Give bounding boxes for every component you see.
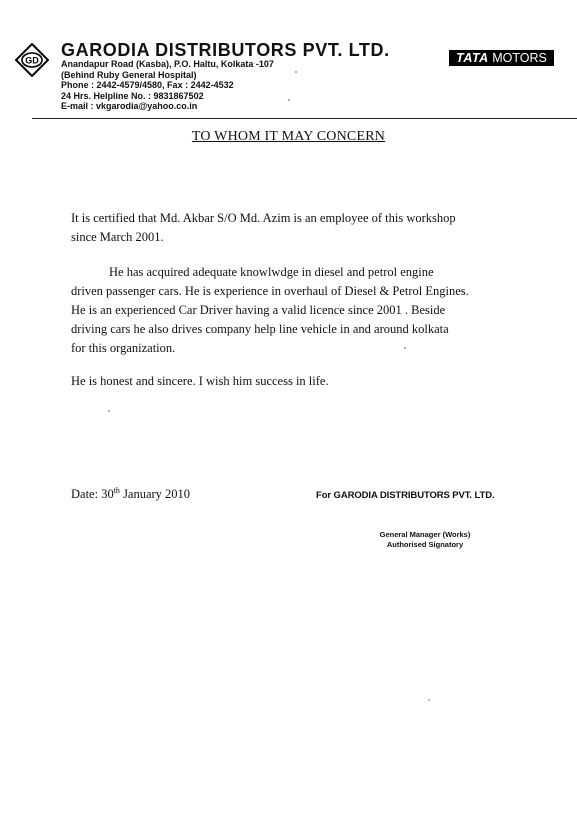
- scan-speck: [428, 699, 430, 701]
- paragraph-line: He is an experienced Car Driver having a valid licence since 2001 . Beside: [71, 303, 446, 317]
- letter-heading: [0, 129, 577, 145]
- company-address: [61, 59, 274, 112]
- address-line-1: Anandapur Road (Kasba), P.O. Haltu, Kolkata -107: [61, 59, 274, 69]
- signatory-role: Authorised Signatory: [386, 540, 464, 549]
- signatory-title: General Manager (Works): [379, 530, 471, 539]
- date-rest: January 2010: [119, 487, 191, 501]
- scan-speck: [108, 410, 110, 412]
- paragraph-line: since March 2001.: [71, 230, 164, 244]
- logo-text: GD: [25, 55, 39, 66]
- paragraph-closing: [71, 372, 541, 391]
- scan-speck: [295, 71, 297, 73]
- paragraph-line: driving cars he also drives company help line vehicle in and around kolkata: [71, 322, 449, 336]
- tata-motors-badge: [449, 50, 554, 66]
- scan-speck: [404, 347, 406, 349]
- paragraph-line: It is certified that Md. Akbar S/O Md. Azim is an employee of this workshop: [71, 211, 456, 225]
- signatory-block: [370, 530, 480, 550]
- helpline-line: 24 Hrs. Helpline No. : 9831867502: [61, 90, 204, 101]
- email-line: E-mail : vkgarodia@yahoo.co.in: [61, 101, 198, 112]
- scan-speck: [288, 99, 290, 101]
- date-prefix: Date: 30: [71, 487, 114, 501]
- letter-date: [71, 486, 190, 502]
- company-logo: [15, 43, 49, 77]
- paragraph-experience: [71, 263, 541, 358]
- address-line-2: (Behind Ruby General Hospital): [61, 69, 197, 80]
- date-ordinal: th: [113, 486, 120, 495]
- paragraph-line: He is honest and sincere. I wish him success in life.: [71, 374, 329, 388]
- paragraph-line: for this organization.: [71, 341, 176, 355]
- paragraph-line: driven passenger cars. He is experience in overhaul of Diesel & Petrol Engines.: [71, 284, 469, 298]
- for-company-line: For GARODIA DISTRIBUTORS PVT. LTD.: [316, 490, 495, 501]
- company-name: GARODIA DISTRIBUTORS PVT. LTD.: [61, 40, 390, 60]
- paragraph-certification: [71, 209, 541, 247]
- letter-heading-text: TO WHOM IT MAY CONCERN: [191, 129, 386, 144]
- brand-primary: TATA: [456, 51, 489, 65]
- header-divider: [32, 118, 577, 119]
- brand-secondary: MOTORS: [492, 51, 547, 65]
- phone-fax-line: Phone : 2442-4579/4580, Fax : 2442-4532: [61, 80, 234, 91]
- paragraph-line: He has acquired adequate knowlwdge in diesel and petrol engine: [109, 265, 434, 279]
